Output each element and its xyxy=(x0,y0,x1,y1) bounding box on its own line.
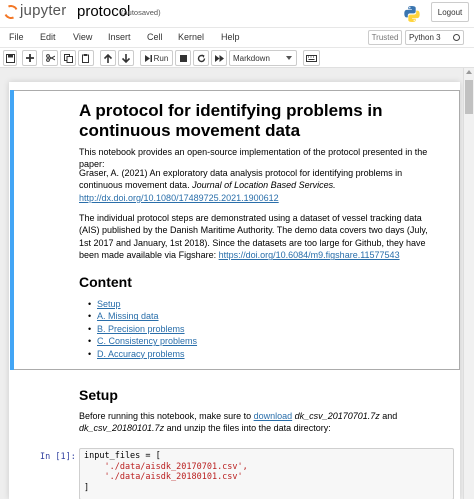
command-palette-button[interactable] xyxy=(303,50,320,66)
stop-icon xyxy=(180,55,187,62)
setup-file-1: dk_csv_20170701.7z xyxy=(294,411,380,421)
toc-link-accuracy-problems[interactable]: D. Accuracy problems xyxy=(97,348,185,359)
code-line: input_files = [ xyxy=(84,451,161,461)
menu-file[interactable]: File xyxy=(9,32,24,42)
move-down-button[interactable] xyxy=(118,50,134,66)
notebook-container xyxy=(9,82,460,499)
autosave-status: (autosaved) xyxy=(121,8,161,17)
fast-forward-icon xyxy=(215,55,224,62)
header xyxy=(0,0,474,27)
menu-edit[interactable]: Edit xyxy=(40,32,56,42)
notebook-heading: A protocol for identifying problems in continuous movement data xyxy=(79,101,383,140)
plus-icon xyxy=(26,54,34,62)
cut-button[interactable] xyxy=(42,50,58,66)
toc-item xyxy=(97,298,197,310)
setup-text-after: and unzip the files into the data directory: xyxy=(166,423,331,434)
toc-item xyxy=(97,310,197,322)
toc-link-missing-data[interactable]: A. Missing data xyxy=(97,311,159,322)
toc-item xyxy=(97,323,197,335)
insert-cell-button[interactable] xyxy=(22,50,37,66)
jupyter-logo-icon xyxy=(2,3,20,21)
citation-journal: Journal of Location Based Services. xyxy=(192,180,336,191)
menu-help[interactable]: Help xyxy=(221,32,240,42)
setup-paragraph xyxy=(79,410,439,435)
chevron-down-icon xyxy=(286,56,292,60)
code-line: './data/aisdk_20170701.csv', xyxy=(104,461,248,472)
save-icon xyxy=(6,54,15,63)
dataset-text: The individual protocol steps are demonstrated using a dataset of vessel tracking data (AIS) published by the Danish Maritime Authority. The demo data covers two days (July, 1st 2017 and January, 1st 2018). Since the datasets are too large for Github, they have been made available via Figshare: xyxy=(79,213,428,261)
download-link[interactable]: download xyxy=(253,411,293,421)
code-cell-input[interactable] xyxy=(79,448,454,499)
step-forward-icon xyxy=(145,55,152,62)
python-logo-icon xyxy=(403,5,421,23)
run-label: Run xyxy=(153,53,169,63)
copy-button[interactable] xyxy=(60,50,76,66)
restart-icon xyxy=(197,54,206,63)
citation-paragraph xyxy=(79,167,444,204)
toc-link-consistency-problems[interactable]: C. Consistency problems xyxy=(97,336,198,347)
setup-file-2: dk_csv_20180101.7z xyxy=(79,423,165,434)
menu-insert[interactable]: Insert xyxy=(108,32,131,42)
menubar xyxy=(0,27,474,47)
save-button[interactable] xyxy=(3,50,17,66)
setup-and-word: and xyxy=(382,411,398,421)
input-prompt: In [1]: xyxy=(40,452,76,462)
jupyter-logo[interactable] xyxy=(2,3,72,23)
logout-button[interactable]: Logout xyxy=(431,2,469,22)
arrow-up-icon xyxy=(104,54,112,63)
intro-text: This notebook provides an open-source implementation of the protocol presented in the paper: xyxy=(79,147,428,170)
jupyter-logo-text: jupyter xyxy=(20,2,67,19)
code-line: './data/aisdk_20180101.csv' xyxy=(104,472,243,482)
kernel-name: Python 3 xyxy=(409,33,441,42)
citation-text: Graser, A. (2021) An exploratory data analysis protocol for identifying problems in continuous movement data. xyxy=(79,168,403,191)
scissors-icon xyxy=(46,54,55,62)
dataset-paragraph xyxy=(79,212,441,262)
kernel-indicator[interactable] xyxy=(405,30,464,45)
run-button[interactable] xyxy=(140,50,173,66)
menu-view[interactable]: View xyxy=(73,32,93,42)
content-heading: Content xyxy=(79,274,132,290)
paste-icon xyxy=(82,54,91,63)
cell-type-value: Markdown xyxy=(233,53,270,63)
keyboard-icon xyxy=(306,55,317,62)
code-line: ] xyxy=(84,482,90,493)
notebook-title[interactable]: protocol xyxy=(77,3,131,20)
citation-doi-link[interactable]: http://dx.doi.org/10.1080/17489725.2021.1900612 xyxy=(79,192,279,203)
toc-link-precision-problems[interactable]: B. Precision problems xyxy=(97,323,185,334)
paste-button[interactable] xyxy=(78,50,94,66)
setup-heading: Setup xyxy=(79,387,118,403)
move-up-button[interactable] xyxy=(100,50,116,66)
arrow-down-icon xyxy=(122,54,130,63)
setup-text-before: Before running this notebook, make sure to xyxy=(79,411,252,421)
trusted-indicator[interactable]: Trusted xyxy=(368,30,402,45)
menu-kernel[interactable]: Kernel xyxy=(178,32,205,42)
restart-run-all-button[interactable] xyxy=(211,50,227,66)
toc-item xyxy=(97,348,197,360)
toc-link-setup[interactable]: Setup xyxy=(97,299,121,309)
kernel-idle-icon xyxy=(453,34,460,41)
scrollbar[interactable] xyxy=(463,68,474,499)
restart-button[interactable] xyxy=(193,50,209,66)
toolbar xyxy=(0,47,474,68)
toc-item xyxy=(97,335,197,347)
scrollbar-thumb[interactable] xyxy=(465,80,473,114)
menu-cell[interactable]: Cell xyxy=(147,32,163,42)
interrupt-button[interactable] xyxy=(175,50,191,66)
table-of-contents xyxy=(97,298,197,360)
copy-icon xyxy=(64,54,73,63)
figshare-link[interactable]: https://doi.org/10.6084/m9.figshare.11577543 xyxy=(218,250,400,261)
cell-type-select[interactable] xyxy=(229,50,297,66)
scroll-up-icon[interactable] xyxy=(466,70,472,74)
